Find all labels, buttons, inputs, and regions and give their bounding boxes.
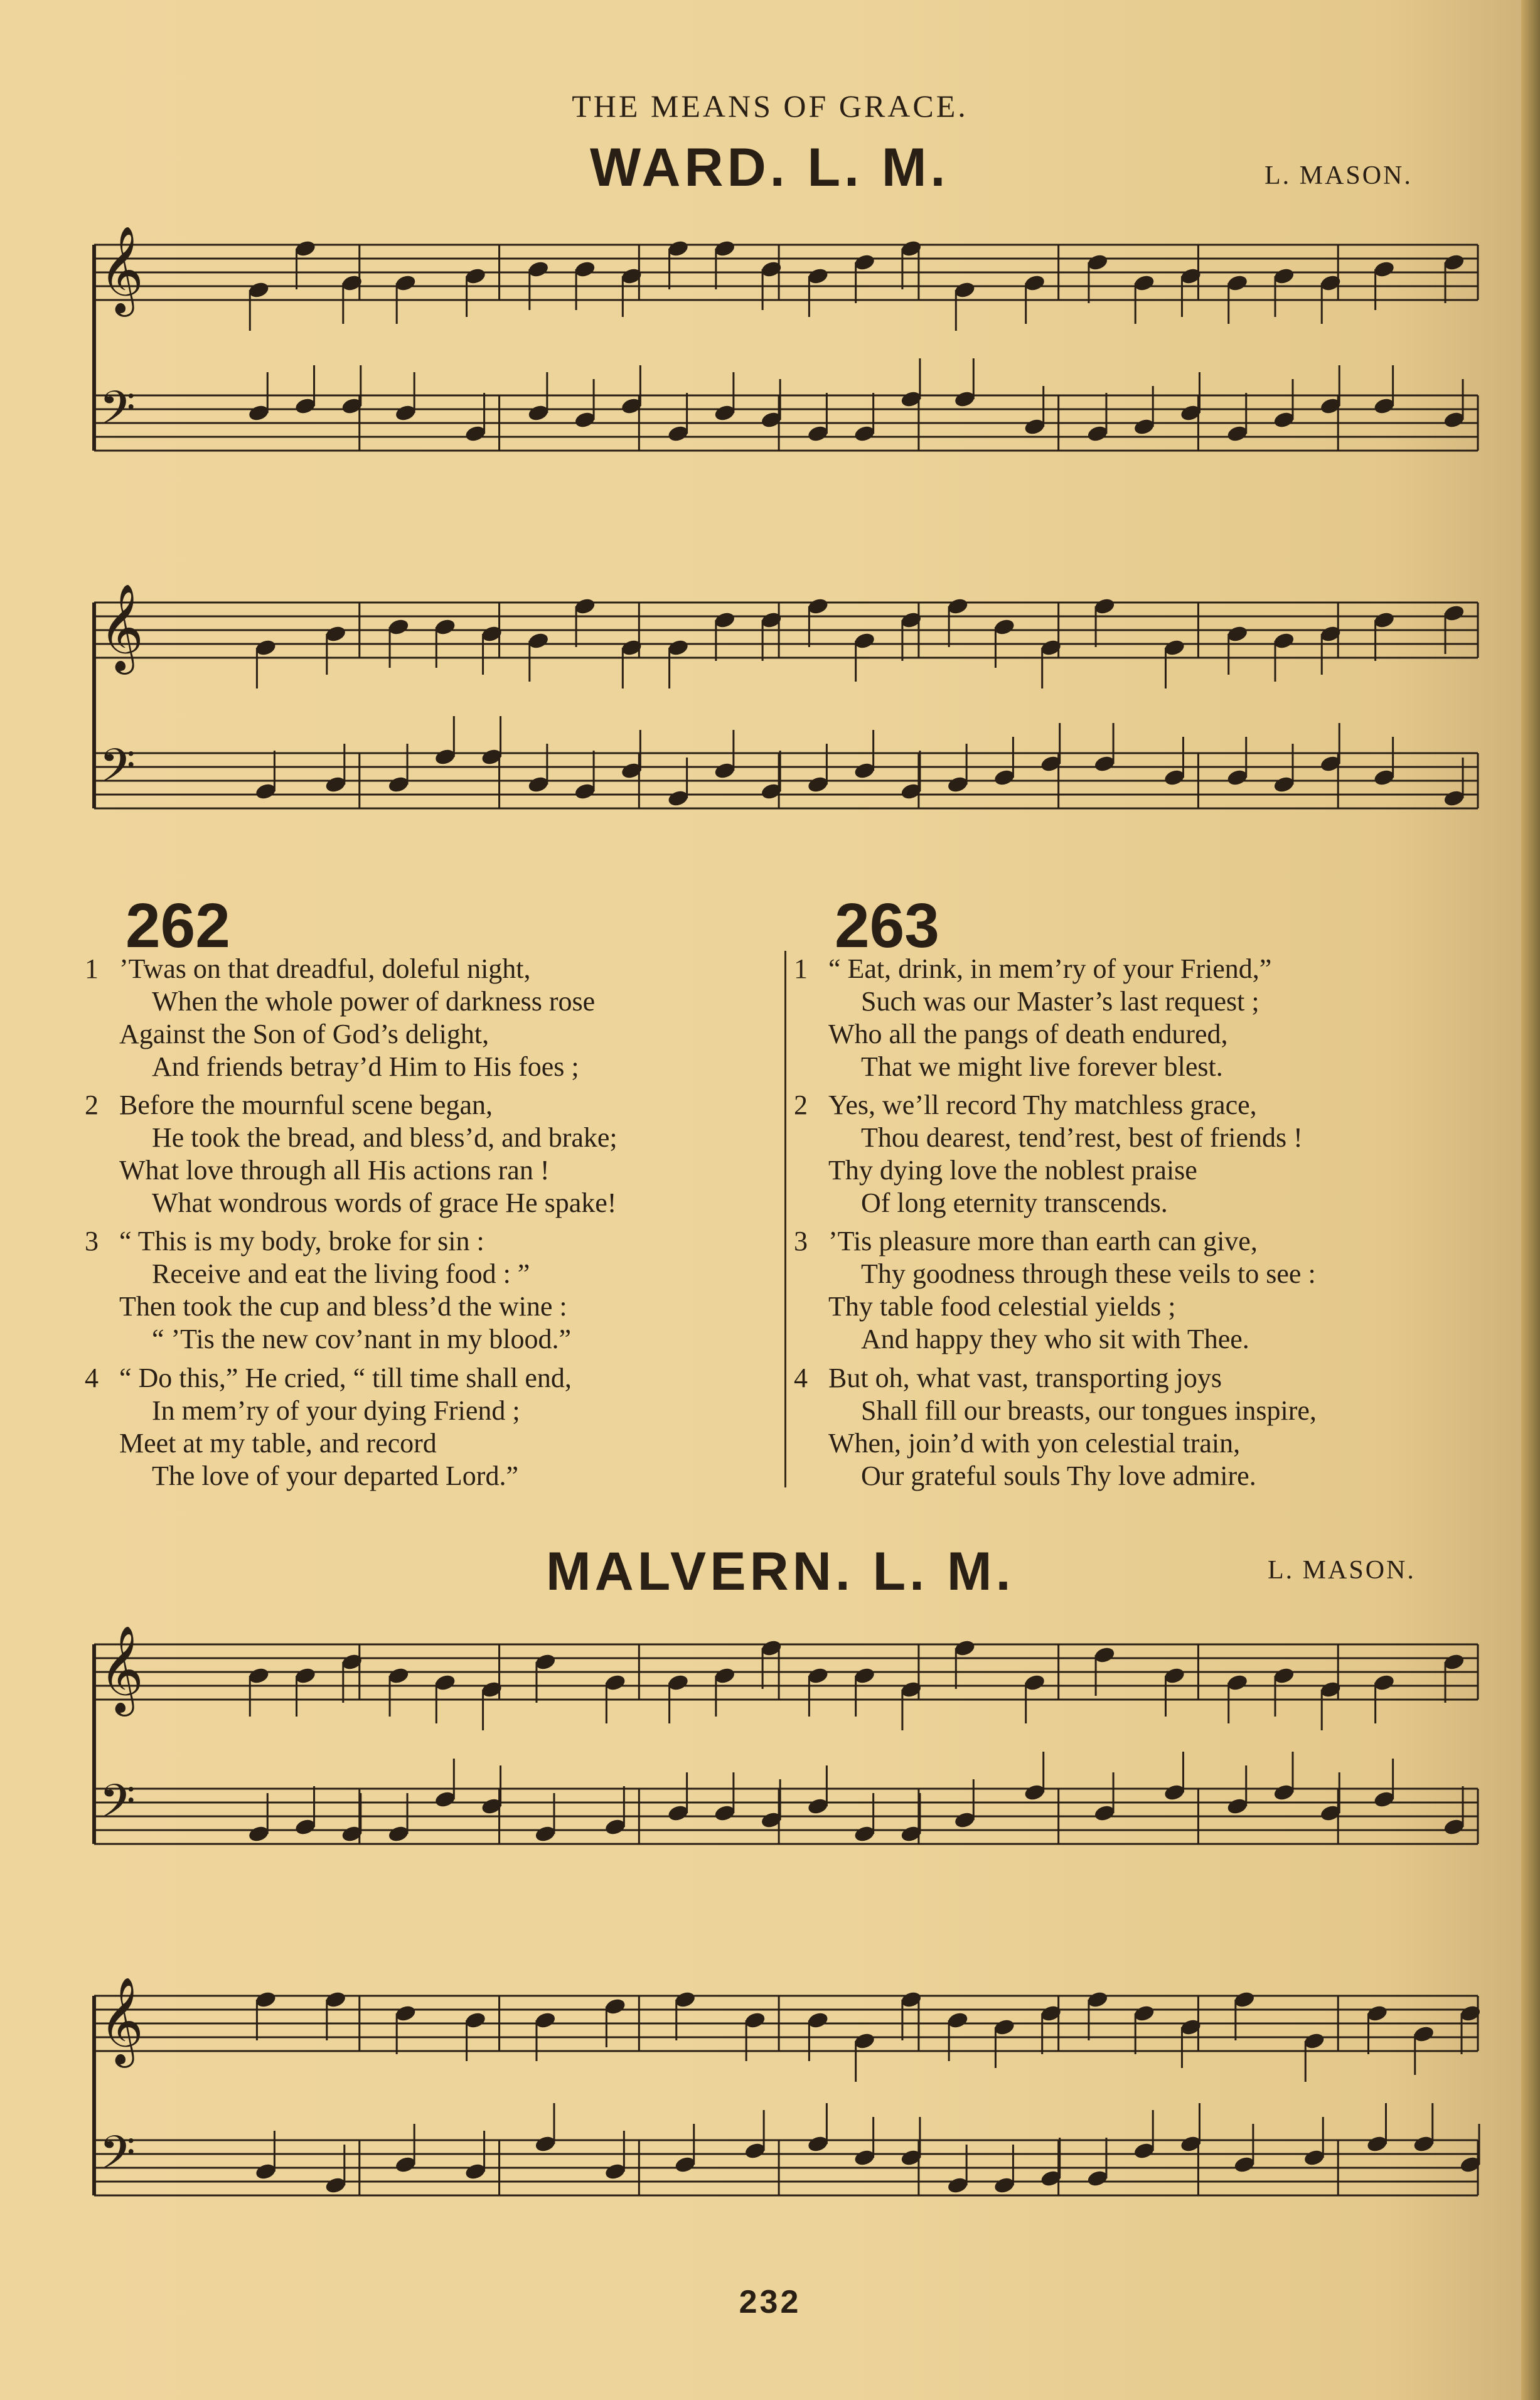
verse-line: In mem’ry of your dying Friend ; bbox=[152, 1395, 520, 1426]
note-head bbox=[1273, 631, 1295, 650]
note-head bbox=[807, 267, 829, 285]
note-head bbox=[294, 1666, 316, 1685]
note-head bbox=[434, 1790, 456, 1808]
verse-line: ’Tis pleasure more than earth can give, bbox=[828, 1226, 1258, 1256]
note-head bbox=[1024, 1673, 1045, 1691]
note-head bbox=[248, 404, 270, 422]
verse-line: “ Do this,” He cried, “ till time shall end, bbox=[119, 1363, 572, 1393]
verse-line: Thy table food celestial yields ; bbox=[828, 1291, 1176, 1322]
note-head bbox=[853, 1666, 875, 1685]
note-head bbox=[395, 2004, 417, 2022]
verse-line: Thou dearest, tend’rest, best of friends ! bbox=[861, 1122, 1303, 1153]
note-head bbox=[434, 747, 456, 766]
note-head bbox=[1366, 2135, 1388, 2153]
note-head bbox=[534, 1653, 556, 1671]
note-head bbox=[807, 597, 829, 615]
note-head bbox=[1373, 768, 1395, 786]
verse-line: “ ’Tis the new cov’nant in my blood.” bbox=[152, 1324, 572, 1354]
verse-line: Who all the pangs of death endured, bbox=[828, 1019, 1228, 1049]
verse-line: Our grateful souls Thy love admire. bbox=[861, 1460, 1256, 1491]
hymn-number-263: 263 bbox=[835, 891, 939, 961]
stanza-number: 2 bbox=[794, 1090, 808, 1120]
note-head bbox=[853, 424, 875, 442]
hymn-263-stanza-4 bbox=[794, 1362, 1317, 1492]
note-head bbox=[1133, 274, 1155, 292]
note-head bbox=[1233, 2155, 1255, 2173]
note-head bbox=[294, 239, 316, 257]
note-head bbox=[604, 1818, 626, 1836]
verse-line: He took the bread, and bless’d, and brake; bbox=[152, 1122, 618, 1153]
hymn-262-stanza-2 bbox=[85, 1089, 618, 1219]
note-head bbox=[1443, 1818, 1465, 1836]
hymn-263-stanza-3 bbox=[794, 1225, 1316, 1356]
note-head bbox=[954, 1811, 976, 1829]
stanza-number: 2 bbox=[85, 1090, 99, 1120]
note-head bbox=[464, 2162, 486, 2180]
note-head bbox=[1303, 2148, 1325, 2167]
bass-clef-icon: 𝄢 bbox=[99, 2126, 136, 2192]
note-head bbox=[388, 775, 410, 793]
note-head bbox=[853, 631, 875, 650]
bass-clef-icon: 𝄢 bbox=[99, 1774, 136, 1840]
note-head bbox=[674, 1990, 696, 2008]
note-head bbox=[1226, 768, 1248, 786]
note-head bbox=[1366, 2004, 1388, 2022]
note-head bbox=[1273, 267, 1295, 285]
note-head bbox=[534, 2135, 556, 2153]
note-head bbox=[434, 618, 456, 636]
note-head bbox=[807, 2011, 829, 2029]
verse-line: Then took the cup and bless’d the wine : bbox=[119, 1291, 567, 1322]
note-head bbox=[1226, 1673, 1248, 1691]
note-head bbox=[947, 775, 969, 793]
verse-line: Thy dying love the noblest praise bbox=[828, 1155, 1197, 1186]
verse-line: The love of your departed Lord.” bbox=[152, 1460, 518, 1491]
note-head bbox=[667, 424, 689, 442]
note-head bbox=[294, 397, 316, 415]
note-head bbox=[954, 281, 976, 299]
note-head bbox=[744, 2141, 766, 2160]
note-head bbox=[993, 768, 1015, 786]
treble-clef-icon: 𝄞 bbox=[99, 584, 144, 671]
tune-title-ward: WARD. L. M. bbox=[590, 137, 949, 198]
page-number: 232 bbox=[739, 2284, 801, 2320]
note-head bbox=[1094, 1804, 1116, 1822]
note-head bbox=[1373, 611, 1395, 629]
note-head bbox=[853, 2148, 875, 2167]
note-head bbox=[1226, 1797, 1248, 1815]
note-head bbox=[947, 2176, 969, 2194]
note-head bbox=[388, 1666, 410, 1685]
note-head bbox=[527, 404, 549, 422]
note-head bbox=[604, 2162, 626, 2180]
note-head bbox=[324, 624, 346, 643]
verse-line: When the whole power of darkness rose bbox=[152, 986, 596, 1017]
note-head bbox=[294, 1818, 316, 1836]
note-head bbox=[1094, 1646, 1116, 1664]
note-head bbox=[324, 2176, 346, 2194]
verse-line: When, join’d with yon celestial train, bbox=[828, 1428, 1241, 1459]
note-head bbox=[1163, 638, 1185, 656]
verse-line: Receive and eat the living food : ” bbox=[152, 1258, 530, 1289]
note-head bbox=[574, 410, 596, 429]
note-head bbox=[744, 2011, 766, 2029]
note-head bbox=[1373, 1673, 1395, 1691]
note-head bbox=[1086, 424, 1108, 442]
composer-ward: L. MASON. bbox=[1265, 161, 1413, 190]
treble-clef-icon: 𝄞 bbox=[99, 1977, 144, 2064]
note-head bbox=[527, 631, 549, 650]
note-head bbox=[1024, 274, 1045, 292]
verse-line: “ This is my body, broke for sin : bbox=[119, 1226, 484, 1256]
hymn-262-stanza-4 bbox=[85, 1362, 572, 1492]
note-head bbox=[527, 260, 549, 278]
note-head bbox=[714, 404, 735, 422]
note-head bbox=[1443, 253, 1465, 271]
note-head bbox=[1226, 274, 1248, 292]
note-head bbox=[667, 1673, 689, 1691]
note-head bbox=[604, 1673, 626, 1691]
treble-clef-icon: 𝄞 bbox=[99, 1626, 144, 1713]
note-head bbox=[674, 2155, 696, 2173]
note-head bbox=[714, 1804, 735, 1822]
note-head bbox=[1226, 624, 1248, 643]
note-head bbox=[534, 1824, 556, 1843]
note-head bbox=[1163, 1783, 1185, 1801]
verse-line: What love through all His actions ran ! bbox=[119, 1155, 550, 1186]
note-head bbox=[527, 775, 549, 793]
verse-line: That we might live forever blest. bbox=[861, 1051, 1223, 1082]
note-head bbox=[1443, 410, 1465, 429]
note-head bbox=[1226, 424, 1248, 442]
verse-line: Shall fill our breasts, our tongues inspire, bbox=[861, 1395, 1317, 1426]
stanza-number: 3 bbox=[794, 1226, 808, 1256]
note-head bbox=[574, 597, 596, 615]
note-head bbox=[667, 789, 689, 807]
bass-clef-icon: 𝄢 bbox=[99, 739, 136, 805]
stanza-number: 4 bbox=[85, 1363, 99, 1393]
note-head bbox=[667, 1804, 689, 1822]
note-head bbox=[853, 761, 875, 779]
note-head bbox=[248, 1824, 270, 1843]
note-head bbox=[324, 1990, 346, 2008]
note-head bbox=[1086, 1990, 1108, 2008]
note-head bbox=[464, 424, 486, 442]
note-head bbox=[807, 2135, 829, 2153]
note-head bbox=[714, 239, 735, 257]
note-head bbox=[807, 1666, 829, 1685]
verse-line: Such was our Master’s last request ; bbox=[861, 986, 1259, 1017]
note-head bbox=[993, 2018, 1015, 2036]
note-head bbox=[395, 404, 417, 422]
note-head bbox=[1094, 754, 1116, 773]
hymn-262-stanza-1 bbox=[85, 953, 596, 1083]
note-head bbox=[604, 1997, 626, 2015]
note-head bbox=[1443, 1653, 1465, 1671]
note-head bbox=[255, 1990, 277, 2008]
note-head bbox=[1273, 410, 1295, 429]
score-malvern-system-1 bbox=[0, 1626, 1540, 1902]
note-head bbox=[947, 597, 969, 615]
note-head bbox=[1443, 604, 1465, 622]
note-head bbox=[388, 1824, 410, 1843]
note-head bbox=[1443, 789, 1465, 807]
note-head bbox=[324, 775, 346, 793]
verse-line: “ Eat, drink, in mem’ry of your Friend,” bbox=[828, 953, 1272, 984]
note-head bbox=[434, 1673, 456, 1691]
verse-line: Yes, we’ll record Thy matchless grace, bbox=[828, 1090, 1257, 1120]
bass-clef-icon: 𝄢 bbox=[99, 381, 136, 447]
stanza-number: 1 bbox=[794, 953, 808, 984]
note-head bbox=[714, 611, 735, 629]
note-head bbox=[1273, 1666, 1295, 1685]
hymn-263-stanza-2 bbox=[794, 1089, 1303, 1219]
note-head bbox=[993, 618, 1015, 636]
stanza-number: 3 bbox=[85, 1226, 99, 1256]
note-head bbox=[1024, 417, 1045, 436]
tune-title-malvern: MALVERN. L. M. bbox=[546, 1541, 1015, 1602]
note-head bbox=[1163, 768, 1185, 786]
note-head bbox=[255, 638, 277, 656]
hymn-262-stanza-3 bbox=[85, 1225, 572, 1356]
verse-line: Before the mournful scene began, bbox=[119, 1090, 493, 1120]
note-head bbox=[255, 782, 277, 800]
note-head bbox=[248, 1666, 270, 1685]
hymn-263-stanza-1 bbox=[794, 953, 1272, 1083]
note-head bbox=[1133, 2141, 1155, 2160]
note-head bbox=[714, 1666, 735, 1685]
score-malvern-system-2 bbox=[0, 1977, 1540, 2253]
verse-line: ’Twas on that dreadful, doleful night, bbox=[119, 953, 531, 984]
stanza-number: 1 bbox=[85, 953, 99, 984]
score-ward-system-1 bbox=[0, 226, 1540, 515]
composer-malvern: L. MASON. bbox=[1268, 1556, 1416, 1585]
column-divider bbox=[784, 951, 786, 1487]
note-head bbox=[1273, 775, 1295, 793]
verse-line: And happy they who sit with Thee. bbox=[861, 1324, 1249, 1354]
verse-line: And friends betray’d Him to His foes ; bbox=[152, 1051, 579, 1082]
note-head bbox=[395, 2155, 417, 2173]
note-head bbox=[1373, 260, 1395, 278]
note-head bbox=[954, 390, 976, 408]
note-head bbox=[853, 1824, 875, 1843]
verse-line: Meet at my table, and record bbox=[119, 1428, 437, 1459]
note-head bbox=[853, 2032, 875, 2050]
note-head bbox=[1086, 253, 1108, 271]
note-head bbox=[993, 2176, 1015, 2194]
note-head bbox=[1133, 417, 1155, 436]
note-head bbox=[1373, 397, 1395, 415]
note-head bbox=[1086, 2169, 1108, 2187]
note-head bbox=[807, 424, 829, 442]
note-head bbox=[714, 761, 735, 779]
treble-clef-icon: 𝄞 bbox=[99, 226, 144, 313]
stanza-number: 4 bbox=[794, 1363, 808, 1393]
note-head bbox=[574, 260, 596, 278]
hymn-number-262: 262 bbox=[126, 891, 230, 961]
note-head bbox=[1233, 1990, 1255, 2008]
verse-line: What wondrous words of grace He spake! bbox=[152, 1187, 617, 1218]
note-head bbox=[464, 267, 486, 285]
note-head bbox=[947, 2011, 969, 2029]
note-head bbox=[807, 1797, 829, 1815]
note-head bbox=[1373, 1790, 1395, 1808]
note-head bbox=[1413, 2135, 1435, 2153]
verse-line: Thy goodness through these veils to see : bbox=[861, 1258, 1316, 1289]
note-head bbox=[255, 2162, 277, 2180]
note-head bbox=[395, 274, 417, 292]
verse-line: But oh, what vast, transporting joys bbox=[828, 1363, 1222, 1393]
note-head bbox=[464, 2011, 486, 2029]
note-head bbox=[853, 253, 875, 271]
running-head: THE MEANS OF GRACE. bbox=[572, 88, 968, 124]
note-head bbox=[1303, 2032, 1325, 2050]
note-head bbox=[388, 618, 410, 636]
note-head bbox=[1273, 1783, 1295, 1801]
note-head bbox=[574, 782, 596, 800]
note-head bbox=[1094, 597, 1116, 615]
score-ward-system-2 bbox=[0, 577, 1540, 860]
note-head bbox=[1413, 2025, 1435, 2043]
note-head bbox=[534, 2011, 556, 2029]
note-head bbox=[807, 775, 829, 793]
note-head bbox=[1163, 1666, 1185, 1685]
note-head bbox=[954, 1639, 976, 1657]
note-head bbox=[667, 239, 689, 257]
note-head bbox=[667, 638, 689, 656]
verse-line: Against the Son of God’s delight, bbox=[119, 1019, 489, 1049]
verse-line: Of long eternity transcends. bbox=[861, 1187, 1168, 1218]
note-head bbox=[1024, 1783, 1045, 1801]
note-head bbox=[248, 281, 270, 299]
note-head bbox=[1133, 2004, 1155, 2022]
